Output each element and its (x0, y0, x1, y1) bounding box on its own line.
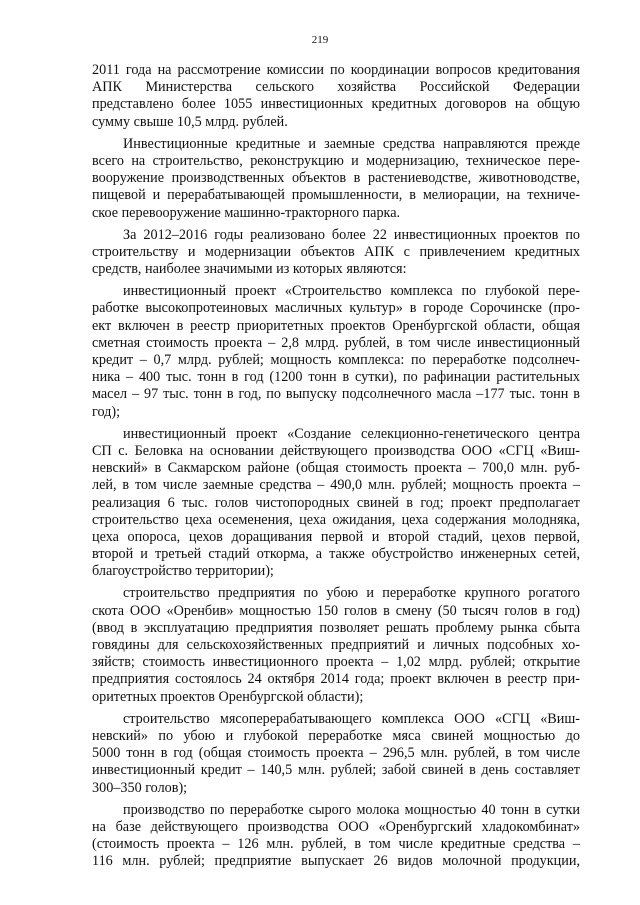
text-line: реализация 6 тыс. голов чистопородных свиней в год; проект предполагает (92, 494, 580, 511)
text-line: скота ООО «Оренбив» мощностью 150 голов в смену (50 тысяч голов в год) (92, 602, 580, 619)
text-line: второй и третьей стадий откорма, а также обустройство инженерных сетей, (92, 546, 580, 563)
text-line: 300–350 голов); (92, 779, 188, 796)
paragraph (92, 802, 580, 871)
text-line: 116 млн. рублей; предприятие выпускает 26 видов молочной продукции, (92, 853, 580, 870)
text-line: лей, в том числе заемные средства – 490,0 млн. рублей; мощность проекта – (92, 477, 580, 494)
text-line: предприятия состоялось 24 октября 2014 года; проект включен в реестр при- (92, 671, 580, 688)
text-line: благоустройство территории); (92, 563, 274, 580)
text-line: СП с. Беловка на основании действующего производства ООО «СГЦ «Виш- (92, 442, 580, 459)
text-line: говядины для сельскохозяйственных предприятий и личных подсобных хо- (92, 637, 580, 653)
text-line: ское перевооружение машинно-тракторного парка. (92, 204, 401, 221)
text-line: АПК Министерства сельского хозяйства Российской Федерации (92, 79, 580, 96)
text-line: производство по переработке сырого молока мощностью 40 тонн в сутки (123, 801, 580, 818)
text-line: 5000 тонн в год (общая стоимость проекта – 296,5 млн. рублей, в том числе (92, 745, 580, 762)
text-line: (ввод в эксплуатацию предприятия позволяет решать проблему рынка сбыта (92, 619, 580, 636)
text-line: инвестиционный проект «Строительство комплекса по глубокой пере- (123, 283, 580, 300)
text-line: масел – 97 тыс. тонн в год, по выпуску подсолнечного масла –177 тыс. тонн в (92, 386, 580, 403)
paragraph (92, 227, 580, 279)
paragraph (92, 62, 580, 131)
text-line: ект включен в реестр приоритетных проектов Оренбургской области, общая (92, 317, 580, 334)
paragraph (92, 711, 580, 797)
text-line: инвестиционный проект «Создание селекционно-генетического центра (123, 425, 580, 442)
text-line: строительство мясоперерабатывающего комплекса ООО «СГЦ «Виш- (123, 710, 580, 727)
document-body (92, 62, 580, 875)
text-line: ника – 400 тыс. тонн в год (1200 тонн в сутки), по рафинации растительных (92, 369, 580, 386)
text-line: цеха опороса, цехов доращивания первой и второй стадий, цехов первой, (92, 528, 580, 545)
text-line: строительству и модернизации объектов АПК с привлечением кредитных (92, 243, 580, 260)
text-line: год); (92, 403, 121, 420)
text-line: зяйств; стоимость инвестиционного проекта – 1,02 млрд. рублей; открытие (92, 654, 580, 671)
text-line: средств, наиболее значимыми из которых являются: (92, 261, 407, 278)
text-line: Инвестиционные кредитные и заемные средства направляются прежде (123, 135, 580, 152)
text-line: строительство цеха осеменения, цеха ожидания, цеха содержания молодняка, (92, 511, 580, 528)
page-number: 219 (311, 34, 329, 46)
text-line: вооружение производственных объектов в растениеводстве, животноводстве, (92, 170, 580, 187)
text-line: невский» по убою и глубокой переработке мяса свиней мощностью до (92, 727, 580, 744)
text-line: строительство предприятия по убою и переработке крупного рогатого (123, 585, 580, 602)
paragraph (92, 585, 580, 705)
text-line: невский» в Сакмарском районе (общая стоимость проекта – 700,0 млн. руб- (92, 460, 580, 477)
text-line: оритетных проектов Оренбургской области); (92, 688, 364, 705)
paragraph (92, 283, 580, 421)
text-line: кредит – 0,7 млрд. рублей; мощность комплекса: по переработке подсолнеч- (92, 352, 580, 368)
text-line: За 2012–2016 годы реализовано более 22 инвестиционных проектов по (123, 226, 580, 243)
paragraph (92, 426, 580, 581)
text-line: 2011 года на рассмотрение комиссии по координации вопросов кредитования (92, 62, 580, 78)
paragraph (92, 136, 580, 222)
text-line: инвестиционный кредит – 140,5 млн. рублей; забой свиней в день составляет (92, 762, 580, 779)
text-line: на базе действующего производства ООО «Оренбургский хладокомбинат» (92, 818, 580, 835)
text-line: (стоимость проекта – 126 млн. рублей, в том числе кредитные средства – (92, 836, 580, 853)
text-line: представлено более 1055 инвестиционных кредитных договоров на общую (92, 96, 580, 113)
text-line: пищевой и перерабатывающей промышленности, в мелиорации, на техниче- (92, 187, 580, 204)
text-line: сумму свыше 10,5 млрд. рублей. (92, 113, 288, 130)
text-line: работке высокопротеиновых масличных культур» в городе Сорочинске (про- (92, 300, 580, 317)
text-line: всего на строительство, реконструкцию и модернизацию, техническое пере- (92, 152, 580, 169)
text-line: сметная стоимость проекта – 2,8 млрд. рублей, в том числе инвестиционный (92, 334, 580, 351)
